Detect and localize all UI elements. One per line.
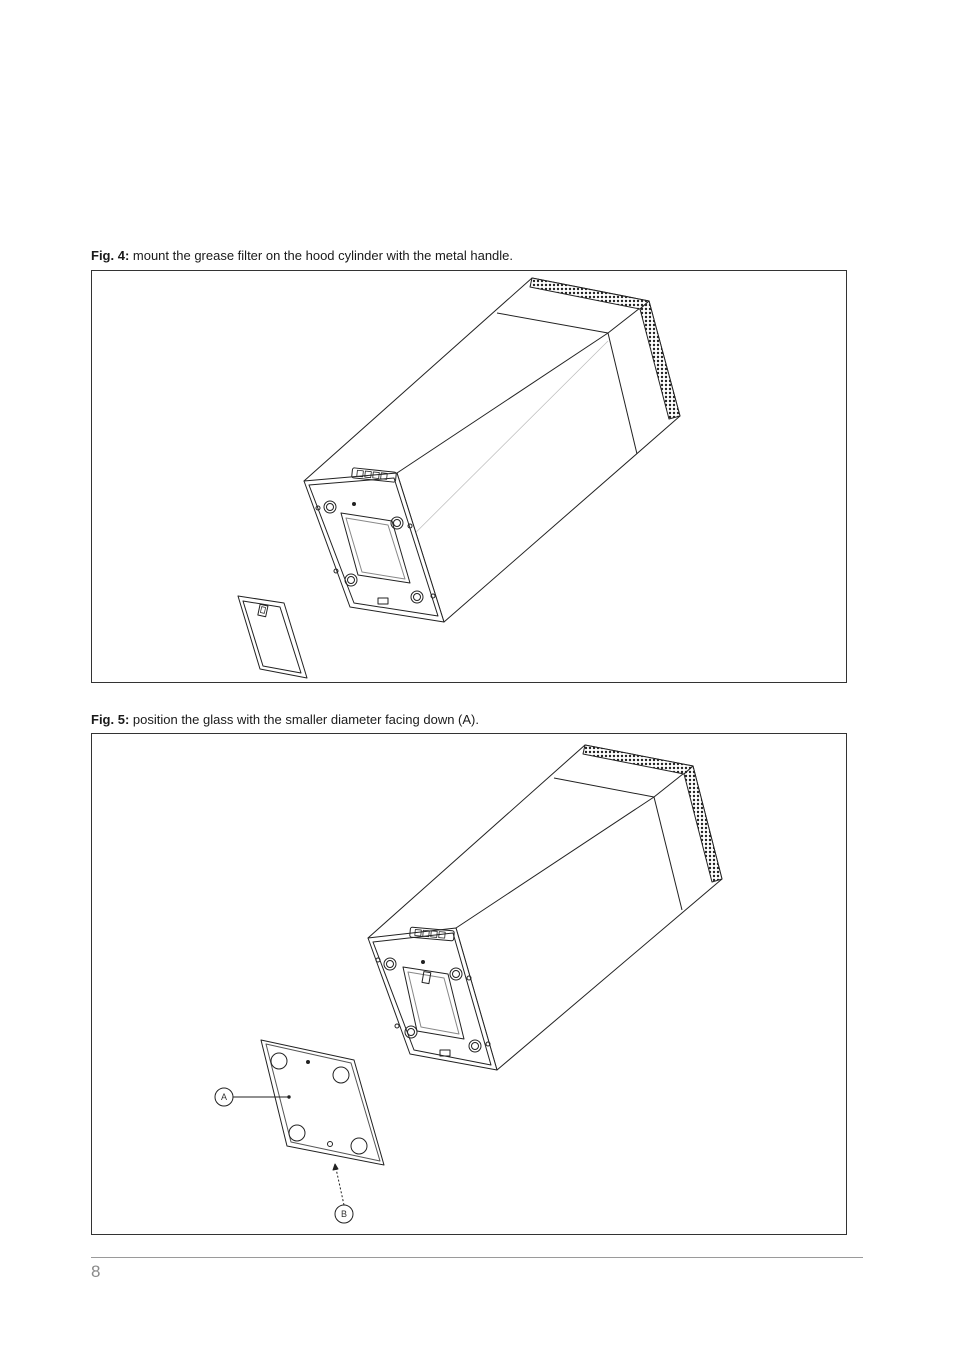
fig5-text: position the glass with the smaller diameter facing down (A). bbox=[129, 712, 479, 727]
fig4-text: mount the grease filter on the hood cylinder with the metal handle. bbox=[129, 248, 514, 263]
fig4-frame bbox=[91, 270, 847, 683]
fig4-caption bbox=[91, 248, 513, 264]
callout-b: B bbox=[340, 1209, 348, 1219]
fig4-label: Fig. 4: bbox=[91, 248, 130, 263]
fig5-frame bbox=[91, 733, 847, 1235]
page-number: 8 bbox=[91, 1262, 101, 1281]
footer-divider bbox=[91, 1257, 863, 1258]
fig5-illustration bbox=[92, 734, 846, 1234]
fig5-label: Fig. 5: bbox=[91, 712, 130, 727]
fig4-illustration bbox=[92, 271, 846, 682]
callout-a: A bbox=[220, 1092, 228, 1102]
fig5-caption bbox=[91, 712, 479, 728]
